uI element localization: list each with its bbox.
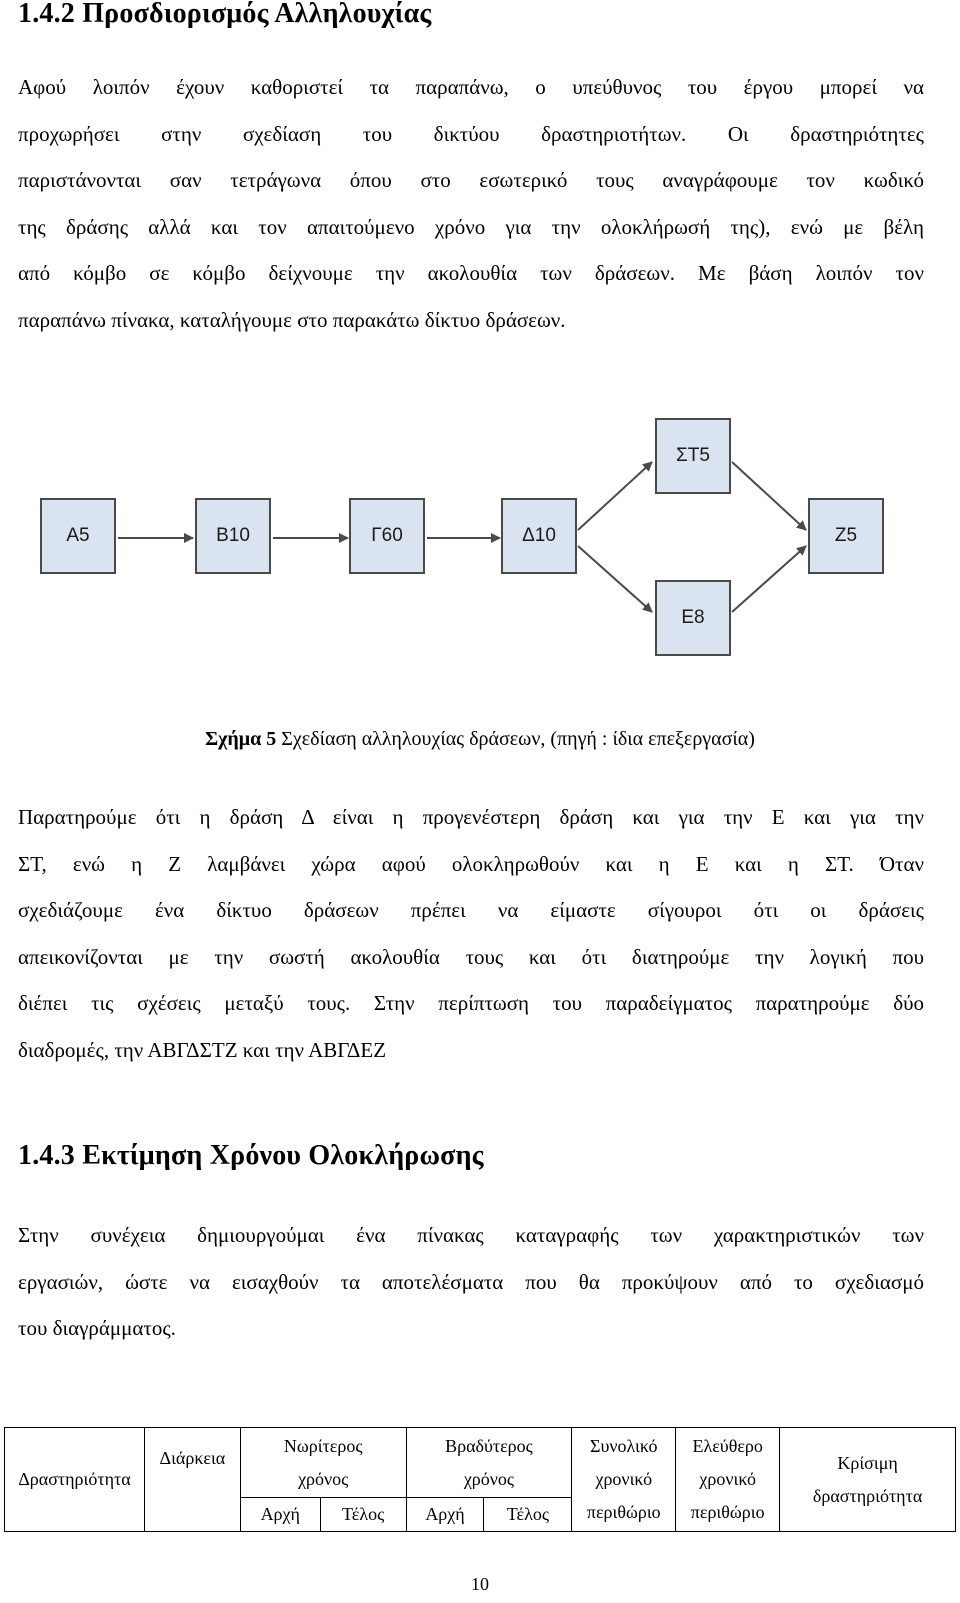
- paragraph-estimation: [18, 1212, 924, 1352]
- header-free-float: Ελεύθερο χρονικό περιθώριο: [676, 1428, 780, 1532]
- header-total-float: Συνολικό χρονικό περιθώριο: [572, 1428, 676, 1532]
- paragraph-line: εργασιών, ώστε να εισαχθούν τα αποτελέσματα που θα προκύψουν από το σχεδιασμό: [18, 1269, 924, 1294]
- paragraph-line: Παρατηρούμε ότι η δράση Δ είναι η προγενέστερη δράση και για την Ε και για την: [18, 805, 924, 829]
- paragraph-line: προχωρήσει στην σχεδίαση του δικτύου δραστηριοτήτων. Οι δραστηριότητες: [18, 121, 924, 146]
- header-earliest-start: Αρχή: [240, 1498, 320, 1532]
- arrow-st-z: [732, 462, 806, 530]
- page-number: 10: [471, 1574, 489, 1594]
- paragraph-line: Αφού λοιπόν έχουν καθοριστεί τα παραπάνω, ο υπεύθυνος του έργου μπορεί να: [18, 75, 924, 99]
- paragraph-line: Στην συνέχεια δημιουργούμαι ένα πίνακας καταγραφής των χαρακτηριστικών των: [18, 1223, 924, 1247]
- paragraph-line: σχεδιάζουμε ένα δίκτυο δράσεων πρέπει να είμαστε σίγουροι ότι οι δράσεις: [18, 898, 924, 923]
- node-d: Δ10: [501, 498, 577, 574]
- paragraph-line: του διαγράμματος.: [18, 1316, 176, 1341]
- schedule-table: [4, 1427, 956, 1532]
- paragraph-line: από κόμβο σε κόμβο δείχνουμε την ακολουθία των δράσεων. Με βάση λοιπόν τον: [18, 261, 924, 286]
- node-b: Β10: [195, 498, 271, 574]
- node-st: ΣΤ5: [655, 418, 731, 494]
- paragraph-line: ΣΤ, ενώ η Ζ λαμβάνει χώρα αφού ολοκληρωθούν και η Ε και η ΣΤ. Όταν: [18, 851, 924, 876]
- node-z: Ζ5: [808, 498, 884, 574]
- arrow-d-st: [578, 462, 652, 530]
- header-duration: Διάρκεια: [144, 1428, 240, 1532]
- node-g: Γ60: [349, 498, 425, 574]
- figure-caption: [0, 728, 960, 751]
- arrow-e-z: [732, 546, 806, 612]
- caption-text: Σχεδίαση αλληλουχίας δράσεων, (πηγή : ίδια επεξεργασία): [281, 728, 755, 750]
- section-heading-1-4-3: 1.4.3 Εκτίμηση Χρόνου Ολοκλήρωσης: [18, 1140, 484, 1171]
- caption-label: Σχήμα 5: [205, 728, 277, 750]
- header-earliest-end: Τέλος: [320, 1498, 406, 1532]
- arrow-d-e: [578, 546, 652, 612]
- node-e: Ε8: [655, 580, 731, 656]
- paragraph-line: διέπει τις σχέσεις μεταξύ τους. Στην περίπτωση του παραδείγματος παρατηρούμε δύο: [18, 991, 924, 1016]
- section-heading-1-4-2: 1.4.2 Προσδιορισμός Αλληλουχίας: [18, 0, 432, 29]
- paragraph-observation: [18, 794, 924, 1074]
- paragraph-intro: [18, 64, 924, 344]
- activity-network-diagram: [0, 400, 960, 680]
- paragraph-line: απεικονίζονται με την σωστή ακολουθία τους και ότι διατηρούμε την λογική που: [18, 944, 924, 969]
- paragraph-line: διαδρομές, την ΑΒΓΔΣΤΖ και την ΑΒΓΔΕΖ: [18, 1037, 387, 1062]
- paragraph-line: παριστάνονται σαν τετράγωνα όπου στο εσωτερικό τους αναγράφουμε τον κωδικό: [18, 168, 924, 193]
- node-a: Α5: [40, 498, 116, 574]
- header-earliest-time: Νωρίτερος χρόνος: [240, 1428, 406, 1498]
- paragraph-line: της δράσης αλλά και τον απαιτούμενο χρόνο για την ολοκλήρωσή της), ενώ με βέλη: [18, 214, 924, 239]
- header-activity: Δραστηριότητα: [5, 1428, 145, 1532]
- paragraph-line: παραπάνω πίνακα, καταλήγουμε στο παρακάτω δίκτυο δράσεων.: [18, 307, 566, 332]
- header-latest-time: Βραδύτερος χρόνος: [406, 1428, 572, 1498]
- header-critical-activity: Κρίσιμη δραστηριότητα: [780, 1428, 956, 1532]
- header-latest-start: Αρχή: [406, 1498, 484, 1532]
- header-latest-end: Τέλος: [484, 1498, 572, 1532]
